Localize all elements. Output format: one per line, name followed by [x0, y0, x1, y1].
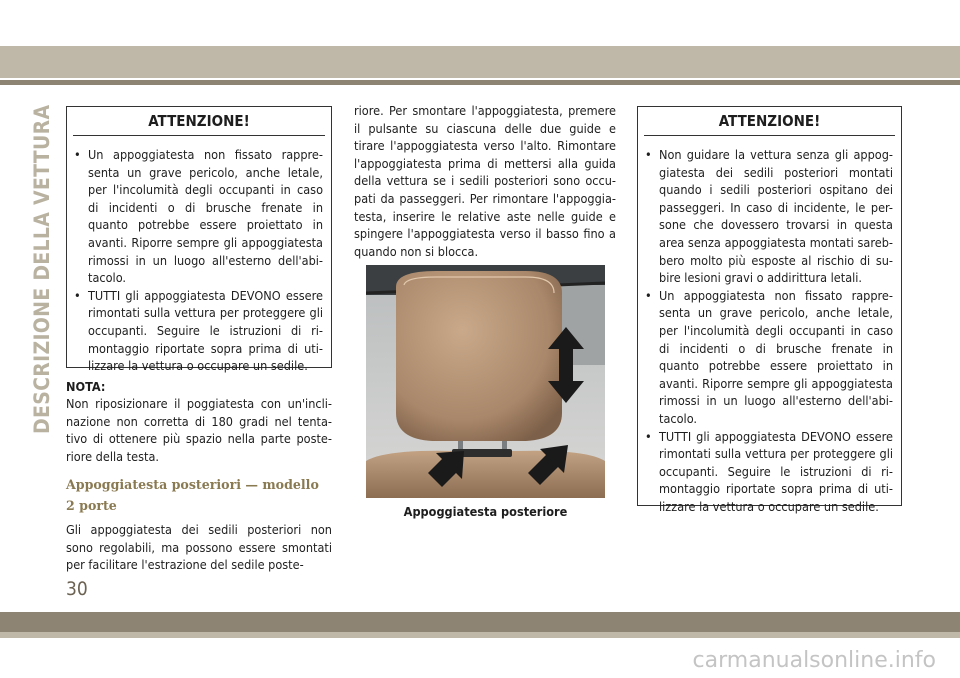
section-side-title — [30, 104, 54, 434]
nota-label: NOTA: — [66, 379, 106, 394]
top-band — [0, 46, 960, 78]
section-heading — [66, 474, 332, 516]
watermark: carmanualsonline.info — [692, 648, 936, 673]
section-heading-line1: Appoggiatesta posteriori — modello — [66, 477, 319, 492]
nota-text: Non riposizionare il poggiatesta con un'incli-nazione non corretta di 180 gradi nel tenta-tivo di ottenere più spazio nella parte poste-riore della testa. — [66, 396, 332, 464]
warning-bullet: • Un appoggiatesta non fissato rappre-senta un grave pericolo, anche letale, per l'incolumità degli occupanti in caso di incidenti o di brusche frenate in quanto potrebbe essere proiettato in avanti. Riporre sempre gli appoggiatesta rimossi in un luogo all'esterno dell'abi-tacolo. — [73, 146, 323, 287]
nota-block — [66, 378, 332, 465]
top-band-rule — [0, 80, 960, 85]
warning-title: ATTENZIONE! — [644, 107, 895, 136]
section-heading-line2: 2 porte — [66, 498, 117, 513]
section-continued: riore. Per smontare l'appoggiatesta, premere il pulsante su ciascuna delle due guide e tirare l'appoggiatesta verso l'alto. Rimontare l'appoggiatesta prima di mettersi alla guida della vettura se i sedili posteriori sono occu-pati da passeggeri. Per rimontare l'appoggia-testa, inserire le relative aste nelle guide e spingere l'appoggiatesta verso il basso fino a quando non si blocca. — [354, 103, 616, 259]
warning-bullet: • TUTTI gli appoggiatesta DEVONO essere rimontati sulla vettura per proteggere gli occupanti. Seguire le istruzioni di ri-montaggio riportate sopra prima di uti-lizzare la vettura o occupare un sedile. — [73, 287, 323, 375]
warning-title: ATTENZIONE! — [73, 107, 325, 136]
warning-list — [67, 136, 331, 375]
warning-box-left — [66, 106, 332, 374]
warning-box-right — [637, 106, 902, 514]
headrest-illustration — [366, 265, 605, 498]
warning-bullet: • Un appoggiatesta non fissato rappre-senta un grave pericolo, anche letale, per l'incolumità degli occupanti in caso di incidenti o di brusche frenate in quanto potrebbe essere proiettato in avanti. Riporre sempre gli appoggiatesta rimossi in un luogo all'esterno dell'abi-tacolo. — [644, 287, 893, 428]
warning-bullet: • Non guidare la vettura senza gli appog-giatesta dei sedili posteriori montati quando i sedili posteriori ospitano dei passeggeri. In caso di incidente, le per-sone che dovessero trovarsi in questa area senza appoggiatesta montati sareb-bero molto più esposte al rischio di su-bire lesioni gravi o addirittura letali. — [644, 146, 893, 287]
warning-list — [638, 136, 901, 515]
page-number: 30 — [66, 578, 88, 600]
side-title-text: DESCRIZIONE DELLA VETTURA — [30, 104, 54, 434]
headrest-photo — [366, 265, 605, 498]
warning-bullet: • TUTTI gli appoggiatesta DEVONO essere rimontati sulla vettura per proteggere gli occupanti. Seguire le istruzioni di ri-montaggio riportate sopra prima di uti-lizzare la vettura o occupare un sedile. — [644, 428, 893, 516]
bottom-band — [0, 612, 960, 632]
figure-caption: Appoggiatesta posteriore — [403, 504, 568, 519]
section-intro: Gli appoggiatesta dei sedili posteriori non sono regolabili, ma possono essere smontati per facilitare l'estrazione del sedile poste- — [66, 522, 332, 573]
bottom-band-light — [0, 632, 960, 638]
